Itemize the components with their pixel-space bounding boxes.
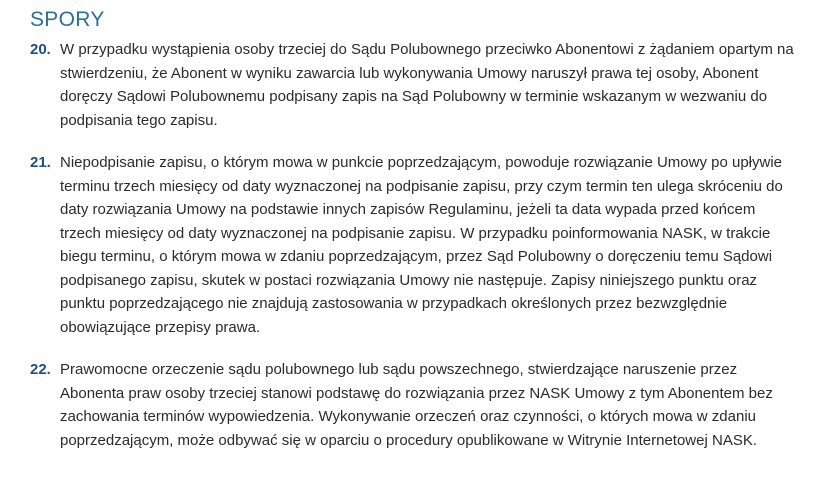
clause-number: 22. bbox=[30, 361, 51, 378]
clause-text: W przypadku wystąpienia osoby trzeciej do Sądu Polubownego przeciwko Abonentowi z żądaniem opartym na stwierdzeniu, że Abonent w wyniku zawarcia lub wykonywania Umowy naruszył prawa tej osoby, Abonent doręczy Sądowi Polubownemu podpisany zapis na Sąd Polubowny w terminie wskazanym w wezwaniu do podpisania tego zapisu. bbox=[60, 41, 794, 129]
clause-number: 20. bbox=[30, 41, 51, 58]
clause-text: Niepodpisanie zapisu, o którym mowa w punkcie poprzedzającym, powoduje rozwiązanie Umowy po upływie terminu trzech miesięcy od daty wyznaczonej na podpisanie zapisu, przy czym termin ten ulega skróceniu do daty rozwiązania Umowy na podstawie innych zapisów Regulaminu, jeżeli ta data wypada przed końcem trzech miesięcy od daty wyznaczonej na podpisanie zapisu. W przypadku poinformowania NASK, w trakcie biegu terminu, o którym mowa w zdaniu poprzedzającym, przez Sąd Polubowny o doręczeniu temu Sądowi podpisanego zapisu, skutek w postaci rozwiązania Umowy nie następuje. Zapisy niniejszego punktu oraz punktu poprzedzającego nie znajdują zastosowania w przypadkach określonych przez bezwzględnie obowiązujące przepisy prawa. bbox=[60, 154, 783, 336]
clause-text: Prawomocne orzeczenie sądu polubownego lub sądu powszechnego, stwierdzające naruszenie przez Abonenta praw osoby trzeciej stanowi podstawę do rozwiązania przez NASK Umowy z tym Abonentem bez zachowania terminów wypowiedzenia. Wykonywanie orzeczeń oraz czynności, o których mowa w zdaniu poprzedzającym, może odbywać się w oparciu o procedury opublikowane w Witrynie Internetowej NASK. bbox=[60, 361, 773, 449]
clause-number: 21. bbox=[30, 154, 51, 171]
section-title: SPORY bbox=[30, 8, 105, 31]
clause-list bbox=[30, 38, 816, 452]
clause-item-21 bbox=[30, 151, 816, 339]
clause-item-22 bbox=[30, 358, 816, 452]
clause-item-20 bbox=[30, 38, 816, 132]
